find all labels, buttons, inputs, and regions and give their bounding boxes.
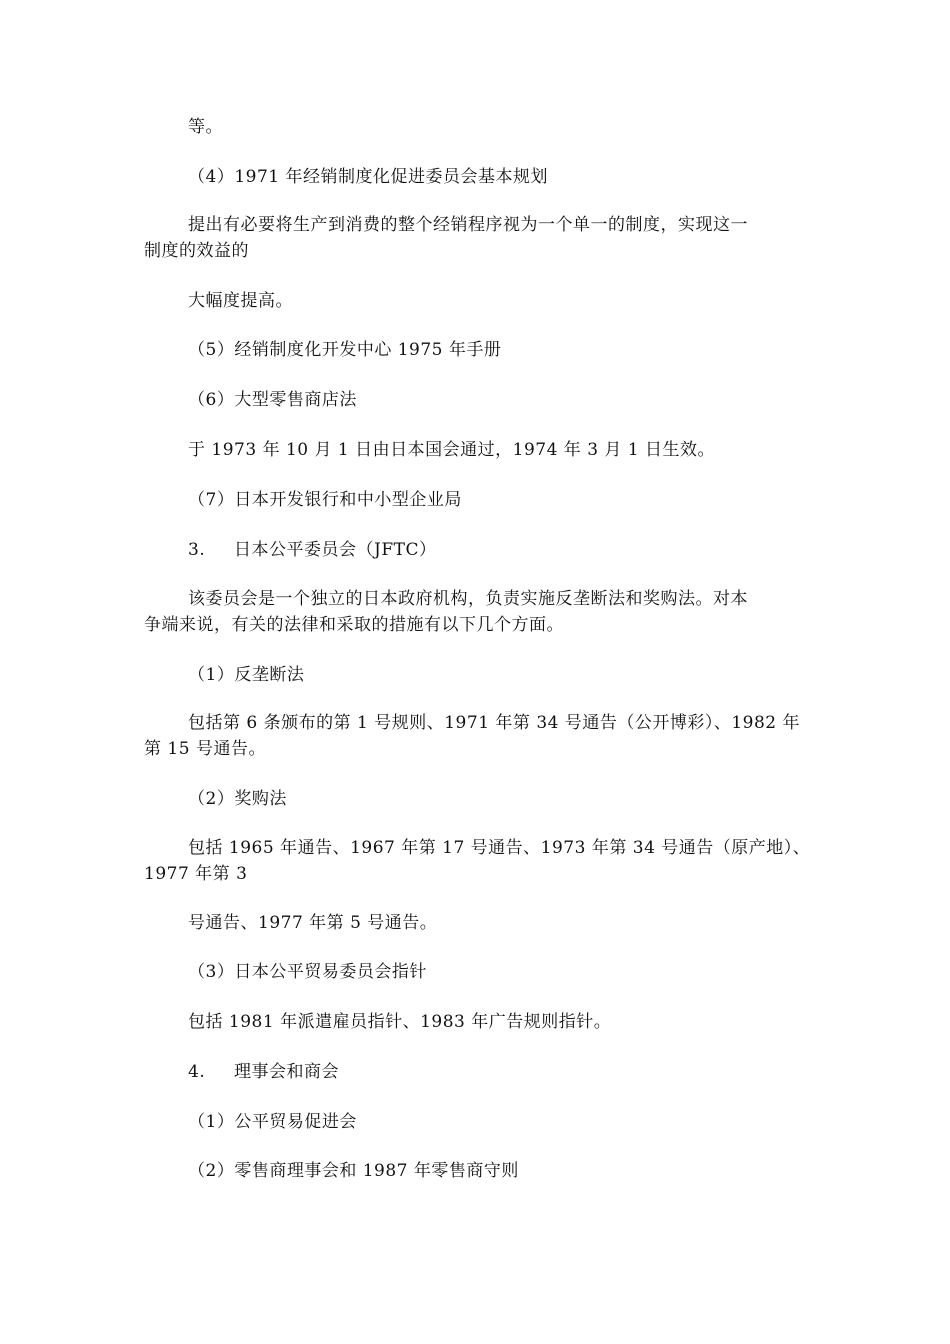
paragraph-line: 第 15 号通告。 — [144, 739, 266, 759]
paragraph-line: 制度的效益的 — [144, 241, 249, 261]
section-number: 4. — [188, 1062, 206, 1082]
paragraph-line: 1977 年第 3 — [144, 864, 248, 884]
list-item-heading: （3）日本公平贸易委员会指针 — [188, 962, 427, 982]
list-item-heading: （5）经销制度化开发中心 1975 年手册 — [188, 340, 502, 360]
section-heading — [188, 1060, 339, 1084]
paragraph-line: 提出有必要将生产到消费的整个经销程序视为一个单一的制度，实现这一 — [188, 215, 748, 235]
paragraph-text: 大幅度提高。 — [188, 291, 293, 311]
list-item-heading: （6）大型零售商店法 — [188, 390, 357, 410]
list-item-heading: （2）零售商理事会和 1987 年零售商守则 — [188, 1161, 519, 1181]
paragraph-text: 包括 1981 年派遣雇员指针、1983 年广告规则指针。 — [188, 1012, 612, 1032]
paragraph-line: 争端来说，有关的法律和采取的措施有以下几个方面。 — [144, 615, 564, 635]
list-item-heading: （7）日本开发银行和中小型企业局 — [188, 490, 462, 510]
paragraph-line: 该委员会是一个独立的日本政府机构，负责实施反垄断法和奖购法。对本 — [188, 589, 748, 609]
paragraph-text: 等。 — [188, 117, 223, 137]
paragraph-text: 于 1973 年 10 月 1 日由日本国会通过，1974 年 3 月 1 日生效。 — [188, 440, 716, 460]
list-item-heading: （2）奖购法 — [188, 789, 287, 809]
list-item-heading: （1）反垄断法 — [188, 665, 305, 685]
section-title: 日本公平委员会（JFTC） — [234, 540, 437, 560]
section-title: 理事会和商会 — [234, 1062, 339, 1082]
list-item-heading: （1）公平贸易促进会 — [188, 1112, 357, 1132]
paragraph-text: 号通告、1977 年第 5 号通告。 — [188, 913, 438, 933]
section-number: 3. — [188, 540, 206, 560]
paragraph-line: 包括 1965 年通告、1967 年第 17 号通告、1973 年第 34 号通告（原产地）、 — [188, 838, 811, 858]
section-heading — [188, 538, 436, 562]
list-item-heading: （4）1971 年经销制度化促进委员会基本规划 — [188, 167, 548, 187]
paragraph-line: 包括第 6 条颁布的第 1 号规则、1971 年第 34 号通告（公开博彩）、1982 年 — [188, 713, 801, 733]
